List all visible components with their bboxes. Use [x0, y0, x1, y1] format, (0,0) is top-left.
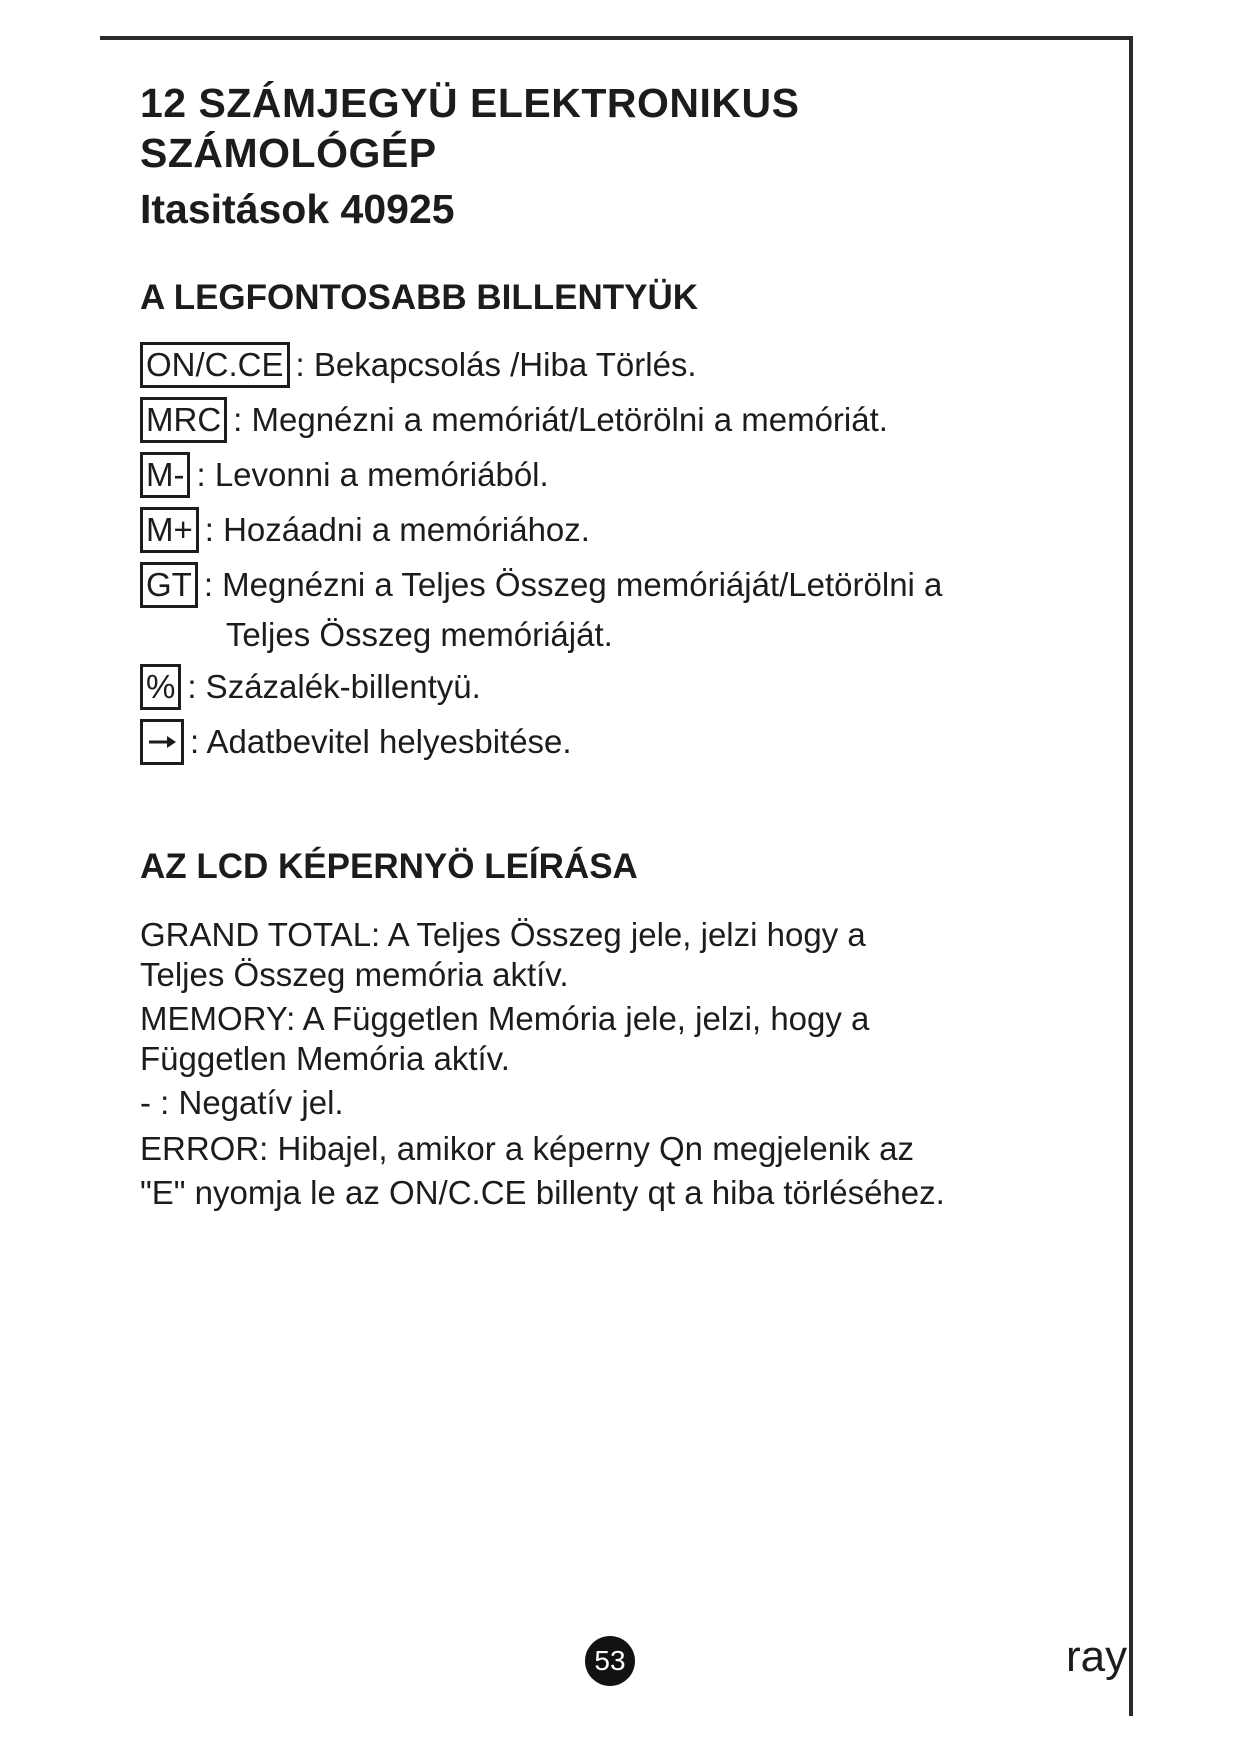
page-title: [140, 78, 1040, 178]
key-desc-on-cce: : Bekapcsolás /Hiba Törlés.: [295, 346, 697, 383]
key-row-mrc: [140, 397, 1040, 443]
key-mrc: MRC: [140, 397, 227, 443]
key-desc-gt: [198, 564, 1040, 655]
arrow-right-icon: [147, 734, 177, 750]
title-line-1: 12 SZÁMJEGYÜ ELEKTRONIKUS: [140, 80, 800, 126]
lcd-negative: - : Negatív jel.: [140, 1084, 344, 1121]
lcd-error: [140, 1127, 1040, 1215]
key-percent: %: [140, 664, 181, 710]
lcd-memory: [140, 999, 1040, 1079]
right-rule: [1129, 36, 1133, 1716]
title-line-2: SZÁMOLÓGÉP: [140, 130, 437, 176]
key-m-minus: M-: [140, 452, 190, 498]
key-desc-percent: : Százalék-billentyü.: [187, 668, 481, 705]
key-gt: GT: [140, 562, 198, 608]
lcd-section-heading: AZ LCD KÉPERNYÖ LEÍRÁSA: [140, 847, 638, 886]
page-content: [140, 78, 1040, 1219]
brand-fragment: ray: [1066, 1632, 1128, 1681]
key-m-plus: M+: [140, 507, 199, 553]
lcd-grand-total-line-1: GRAND TOTAL: A Teljes Összeg jele, jelzi hogy a: [140, 916, 866, 953]
lcd-grand-total: [140, 915, 1040, 995]
key-desc-gt-line-1: : Megnézni a Teljes Összeg memóriáját/Letörölni a: [203, 566, 943, 603]
key-row-m-plus: [140, 507, 1040, 553]
key-row-arrow: [140, 719, 1040, 765]
lcd-grand-total-line-2: Teljes Összeg memória aktív.: [140, 956, 569, 993]
key-desc-m-minus: : Levonni a memóriából.: [196, 456, 549, 493]
key-on-cce: ON/C.CE: [140, 342, 290, 388]
key-row-gt: [140, 562, 1040, 655]
page-subtitle: Itasitások 40925: [140, 186, 455, 232]
key-desc-m-plus: : Hozáadni a memóriához.: [204, 511, 590, 548]
lcd-error-line-2: "E" nyomja le az ON/C.CE billenty qt a hiba törléséhez.: [140, 1174, 945, 1211]
key-row-on-cce: [140, 342, 1040, 388]
lcd-description: [140, 915, 1040, 1215]
lcd-error-line-1: ERROR: Hibajel, amikor a képerny Qn megjelenik az: [140, 1130, 914, 1167]
top-rule: [100, 36, 1132, 40]
key-arrow: [140, 719, 184, 765]
key-desc-arrow: : Adatbevitel helyesbitése.: [190, 723, 572, 760]
page-number-badge: 53: [585, 1636, 635, 1686]
key-row-m-minus: [140, 452, 1040, 498]
keys-section-heading: A LEGFONTOSABB BILLENTYÜK: [140, 278, 699, 317]
key-row-percent: [140, 664, 1040, 710]
lcd-memory-line-2: Független Memória aktív.: [140, 1040, 510, 1077]
key-desc-gt-line-2: Teljes Összeg memóriáját.: [225, 616, 613, 653]
key-list: [140, 342, 1040, 765]
lcd-memory-line-1: MEMORY: A Független Memória jele, jelzi, hogy a: [140, 1000, 870, 1037]
key-desc-mrc: : Megnézni a memóriát/Letörölni a memóriát.: [233, 401, 888, 438]
